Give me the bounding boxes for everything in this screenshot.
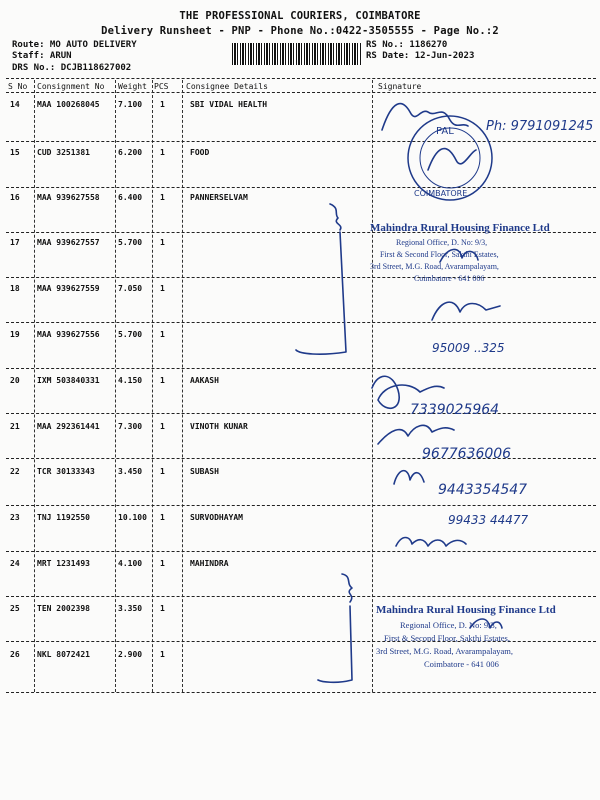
bracket-numeral [330,204,341,230]
stamp-address-line: 3rd Street, M.G. Road, Avarampalayam, [376,646,513,656]
row-consignee: AAKASH [190,376,219,385]
staff-label: Staff: ARUN [12,51,72,61]
row-sno: 15 [10,148,20,157]
row-sno: 17 [10,238,20,247]
row-weight: 4.100 [118,559,143,568]
row-sno: 23 [10,513,20,522]
stamp-address-line: Coimbatore - 641 006 [414,274,485,283]
company-title: THE PROFESSIONAL COURIERS, COIMBATORE [179,10,421,22]
row-sno: 22 [10,467,20,476]
row-pcs: 1 [160,467,165,476]
row-weight: 3.350 [118,604,143,613]
col-header-pcs: PCS [154,82,169,91]
row-consignment: MAA 939627557 [37,238,100,247]
row-weight: 6.400 [118,193,143,202]
stamp-address-line: 3rd Street, M.G. Road, Avarampalayam, [370,262,499,271]
row-pcs: 1 [160,559,165,568]
row-consignee: SUBASH [190,467,219,476]
row-sno: 26 [10,650,20,659]
rs-date: RS Date: 12-Jun-2023 [366,51,475,61]
signature-scribble [378,425,454,444]
stamp-company-name: Mahindra Rural Housing Finance Ltd [370,222,550,234]
row-consignee: VINOTH KUNAR [190,422,248,431]
row-consignee: SBI VIDAL HEALTH [190,100,268,109]
rs-number: RS No.: 1186270 [366,40,448,50]
col-header-sno: S No [8,82,28,91]
row-sno: 18 [10,284,20,293]
row-weight: 2.900 [118,650,143,659]
signature-scribble [396,538,466,547]
row-weight: 5.700 [118,238,143,247]
row-sno: 25 [10,604,20,613]
row-weight: 6.200 [118,148,143,157]
row-weight: 4.150 [118,376,143,385]
handwritten-phone: 99433 44477 [448,513,529,527]
row-pcs: 1 [160,376,165,385]
row-pcs: 1 [160,604,165,613]
company-stamp [370,222,596,292]
row-consignment: MAA 939627558 [37,193,100,202]
col-header-consignee: Consignee Details [186,82,268,91]
round-stamp [408,116,492,200]
company-stamp [376,604,596,684]
col-header-signature: Signature [378,82,422,91]
row-consignee: PANNERSELVAM [190,193,248,202]
stamp-address-line: Regional Office, D. No: 9/3, [400,620,497,630]
row-sno: 24 [10,559,20,568]
row-consignment: MAA 939627559 [37,284,100,293]
row-consignment: MRT 1231493 [37,559,90,568]
row-consignment: TCR 30133343 [37,467,95,476]
grouping-bracket [318,606,352,682]
row-sno: 20 [10,376,20,385]
row-weight: 7.050 [118,284,143,293]
handwritten-phone: 9443354547 [438,482,528,498]
row-weight: 7.300 [118,422,143,431]
stamp-address-line: Regional Office, D. No: 9/3, [396,238,488,247]
row-pcs: 1 [160,148,165,157]
row-consignment: CUD 3251381 [37,148,90,157]
row-pcs: 1 [160,330,165,339]
stamp-top-text: PAL [436,126,454,137]
row-consignment: TEN 2002398 [37,604,90,613]
row-sno: 19 [10,330,20,339]
row-pcs: 1 [160,284,165,293]
row-consignment: MAA 100268045 [37,100,100,109]
row-pcs: 1 [160,193,165,202]
row-pcs: 1 [160,513,165,522]
signature-scribble [394,471,424,484]
stamp-bottom-text: COIMBATORE [414,189,468,198]
row-pcs: 1 [160,100,165,109]
row-pcs: 1 [160,422,165,431]
handwritten-phone: 95009 ..325 [432,341,505,355]
row-consignment: MAA 292361441 [37,422,100,431]
row-pcs: 1 [160,238,165,247]
stamp-company-name: Mahindra Rural Housing Finance Ltd [376,604,556,616]
runsheet-subtitle: Delivery Runsheet - PNP - Phone No.:0422-3505555 - Page No.:2 [101,25,499,37]
row-consignment: NKL 8072421 [37,650,90,659]
row-weight: 3.450 [118,467,143,476]
drs-label: DRS No.: DCJB118627002 [12,63,132,73]
stamp-address-line: First & Second Floor, Sakthi Estates, [384,633,510,643]
signature-scribble [432,302,500,320]
row-weight: 7.100 [118,100,143,109]
row-sno: 14 [10,100,20,109]
handwritten-phone: 7339025964 [410,402,500,418]
row-weight: 10.100 [118,513,147,522]
handwritten-phone: Ph: 9791091245 [486,119,594,134]
route-label: Route: MO AUTO DELIVERY [12,40,137,50]
row-consignment: IXM 503840331 [37,376,100,385]
col-header-weight: Weight [118,82,147,91]
row-consignee: FOOD [190,148,210,157]
row-pcs: 1 [160,650,165,659]
row-consignee: MAHINDRA [190,559,229,568]
stamp-address-line: Coimbatore - 641 006 [424,659,499,669]
row-consignee: SURVODHAYAM [190,513,243,522]
row-consignment: MAA 939627556 [37,330,100,339]
row-sno: 21 [10,422,20,431]
stamp-address-line: First & Second Floor, Sakthi Estates, [380,250,499,259]
grouping-bracket [296,232,346,354]
row-consignment: TNJ 1192550 [37,513,90,522]
row-sno: 16 [10,193,20,202]
handwritten-phone: 9677636006 [422,446,512,462]
row-weight: 5.700 [118,330,143,339]
bracket-numeral [342,574,352,602]
col-header-consignment: Consignment No [37,82,105,91]
